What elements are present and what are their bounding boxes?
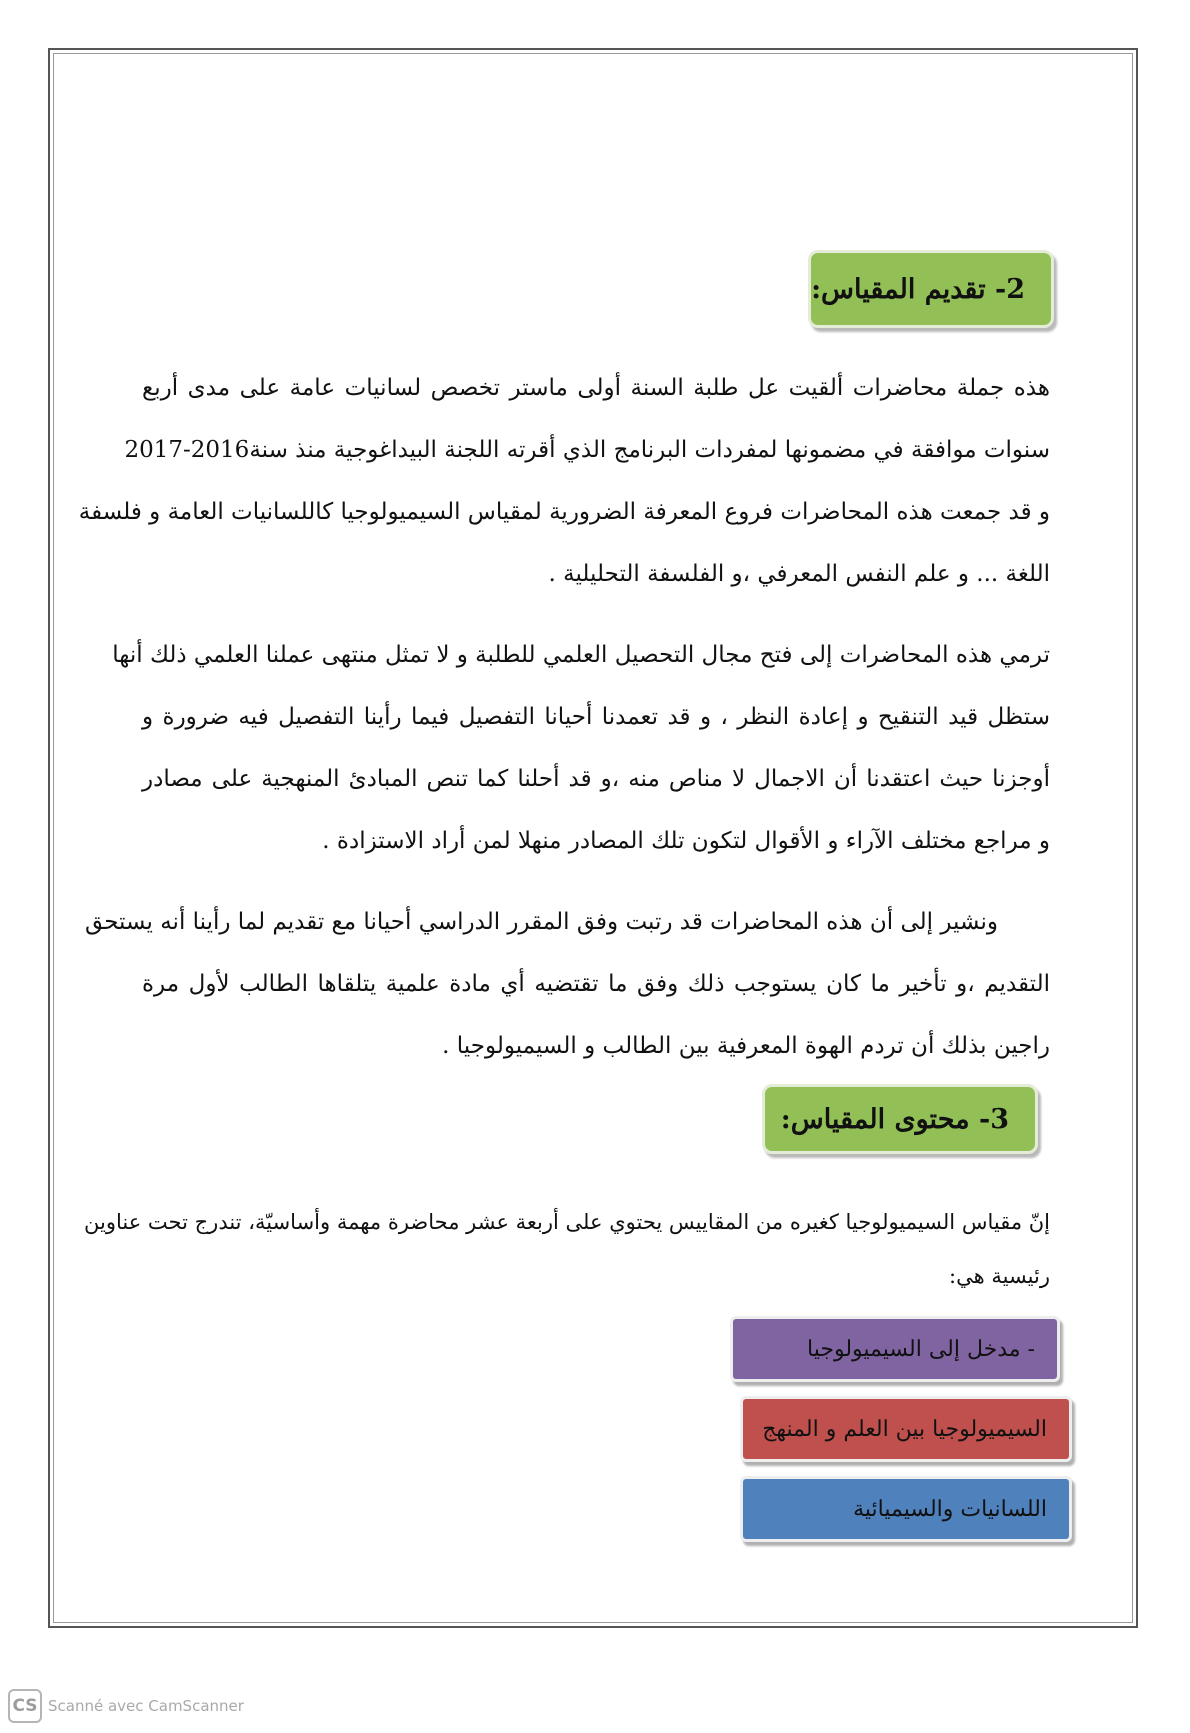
intro-paragraph-1: [78, 357, 1050, 605]
text-line: اللغة ... و علم النفس المعرفي ،و الفلسفة التحليلية .: [548, 561, 1050, 587]
list-item-label: السيميولوجيا بين العلم و المنهج: [762, 1416, 1047, 1442]
list-item: [740, 1476, 1072, 1542]
text-line: رئيسية هي:: [949, 1264, 1050, 1288]
text-line: ونشير إلى أن هذه المحاضرات قد رتبت وفق المقرر الدراسي أحيانا مع تقديم لما رأينا أنه يستحق: [85, 909, 998, 935]
text-line: ستظل قيد التنقيح و إعادة النظر ، و قد تعمدنا أحيانا التفصيل فيما رأينا التفصيل فيه ضرورة و: [142, 704, 1050, 730]
camscanner-logo-icon: [8, 1689, 42, 1723]
list-item-label: اللسانيات والسيميائية: [853, 1496, 1047, 1522]
text-line: إنّ مقياس السيميولوجيا كغيره من المقاييس يحتوي على أربعة عشر محاضرة مهمة وأساسيّة، تندرج تحت عناوين: [84, 1210, 1050, 1234]
text-line: ترمي هذه المحاضرات إلى فتح مجال التحصيل العلمي للطلبة و لا تمثل منتهى عملنا العلمي ذلك أنها: [112, 642, 1050, 668]
text-line: و مراجع مختلف الآراء و الأقوال لتكون تلك المصادر منهلا لمن أراد الاستزادة .: [322, 828, 1050, 854]
intro-paragraph-2: [112, 624, 1050, 872]
camscanner-logo-text: CS: [12, 1696, 38, 1716]
text-line: التقديم ،و تأخير ما كان يستوجب ذلك وفق ما تقتضيه أي مادة علمية يتلقاها الطالب لأول مرة: [142, 971, 1050, 997]
text-line: سنوات موافقة في مضمونها لمفردات البرنامج الذي أقرته اللجنة البيداغوجية منذ سنة2016-2017: [124, 437, 1050, 463]
text-line: أوجزنا حيث اعتقدنا أن الاجمال لا مناص منه ،و قد أحلنا كما تنص المبادئ المنهجية على مصادر: [142, 766, 1050, 792]
list-item-label: - مدخل إلى السيميولوجيا: [807, 1336, 1035, 1362]
section-heading-intro: [808, 250, 1054, 328]
text-line: هذه جملة محاضرات ألقيت عل طلبة السنة أولى ماستر تخصص لسانيات عامة على مدى أربع: [142, 375, 1050, 401]
section-heading-content-text: 3- محتوى المقياس:: [780, 1103, 1009, 1135]
section-heading-content: [762, 1084, 1038, 1154]
intro-paragraph-3: [85, 891, 1050, 1077]
content-paragraph: [84, 1195, 1050, 1303]
camscanner-watermark: [8, 1688, 244, 1724]
section-heading-intro-text: 2- تقديم المقياس:: [811, 273, 1025, 305]
list-item: [740, 1396, 1072, 1462]
camscanner-text: Scanné avec CamScanner: [48, 1697, 244, 1715]
list-item: [730, 1316, 1060, 1382]
text-line: و قد جمعت هذه المحاضرات فروع المعرفة الضرورية لمقياس السيميولوجيا كاللسانيات العامة و فلسفة: [78, 499, 1050, 525]
text-line: راجين بذلك أن تردم الهوة المعرفية بين الطالب و السيميولوجيا .: [442, 1033, 1050, 1059]
